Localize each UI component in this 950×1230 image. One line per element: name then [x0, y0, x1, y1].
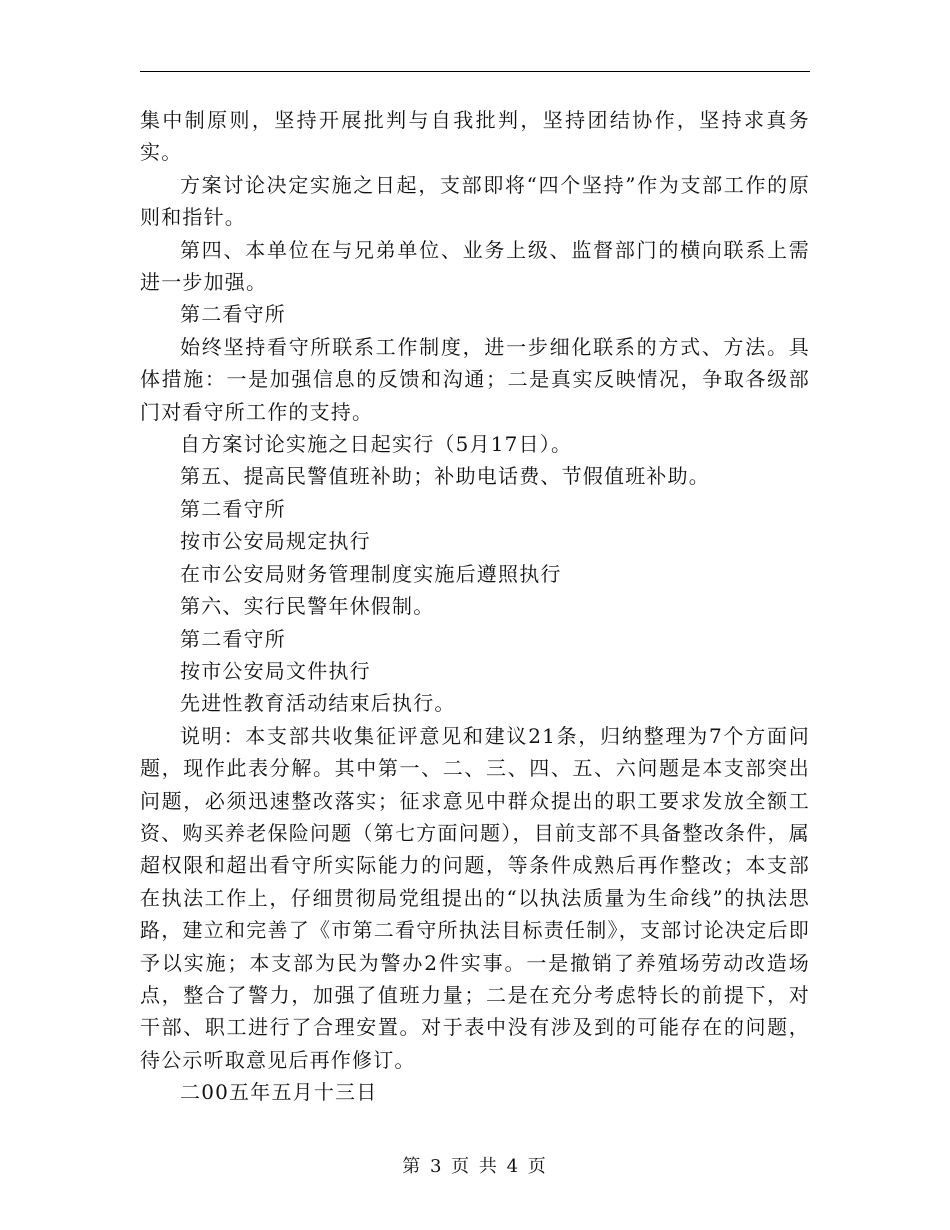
paragraph: 第四、本单位在与兄弟单位、业务上级、监督部门的横向联系上需进一步加强。 [140, 237, 810, 295]
document-body [140, 104, 810, 1109]
paragraph: 第二看守所 [180, 626, 286, 651]
paragraph: 说明：本支部共收集征评意见和建议21条，归纳整理为7个方面问题，现作此表分解。其中第一、二、三、四、五、六问题是本支部突出问题，必须迅速整改落实；征求意见中群众提出的职工要求发放全额工资、购买养老保险问题（第七方面问题），目前支部不具备整改条件，属超权限和超出看守所实际能力的问题，等条件成熟后再作整改；本支部在执法工作上，仔细贯彻局党组提出的“以执法质量为生命线”的执法思路，建立和完善了《市第二看守所执法目标责任制》，支部讨论决定后即予以实施；本支部为民为警办2件实事。一是撤销了养殖场劳动改造场点，整合了警力，加强了值班力量；二是在充分考虑特长的前提下，对干部、职工进行了合理安置。对于表中没有涉及到的可能存在的问题，待公示听取意见后再作修订。 [140, 723, 810, 1072]
paragraph: 按市公安局规定执行 [180, 529, 371, 554]
header-rule [140, 71, 810, 72]
paragraph: 第六、实行民警年休假制。 [180, 594, 435, 619]
paragraph: 自方案讨论实施之日起实行（5月17日）。 [180, 432, 573, 457]
paragraph: 第二看守所 [180, 496, 286, 521]
date-line: 二00五年五月十三日 [180, 1080, 378, 1105]
paragraph: 按市公安局文件执行 [180, 658, 371, 683]
paragraph: 集中制原则，坚持开展批判与自我批判，坚持团结协作，坚持求真务实。 [140, 108, 810, 165]
paragraph: 方案讨论决定实施之日起，支部即将“四个坚持”作为支部工作的原则和指针。 [140, 172, 810, 230]
page-number-footer: 第 3 页 共 4 页 [402, 1156, 548, 1177]
paragraph: 始终坚持看守所联系工作制度，进一步细化联系的方式、方法。具体措施：一是加强信息的反馈和沟通；二是真实反映情况，争取各级部门对看守所工作的支持。 [140, 334, 810, 424]
paragraph: 第二看守所 [180, 302, 286, 327]
paragraph: 在市公安局财务管理制度实施后遵照执行 [180, 561, 562, 586]
paragraph: 第五、提高民警值班补助；补助电话费、节假值班补助。 [180, 464, 710, 489]
paragraph: 先进性教育活动结束后执行。 [180, 691, 456, 716]
